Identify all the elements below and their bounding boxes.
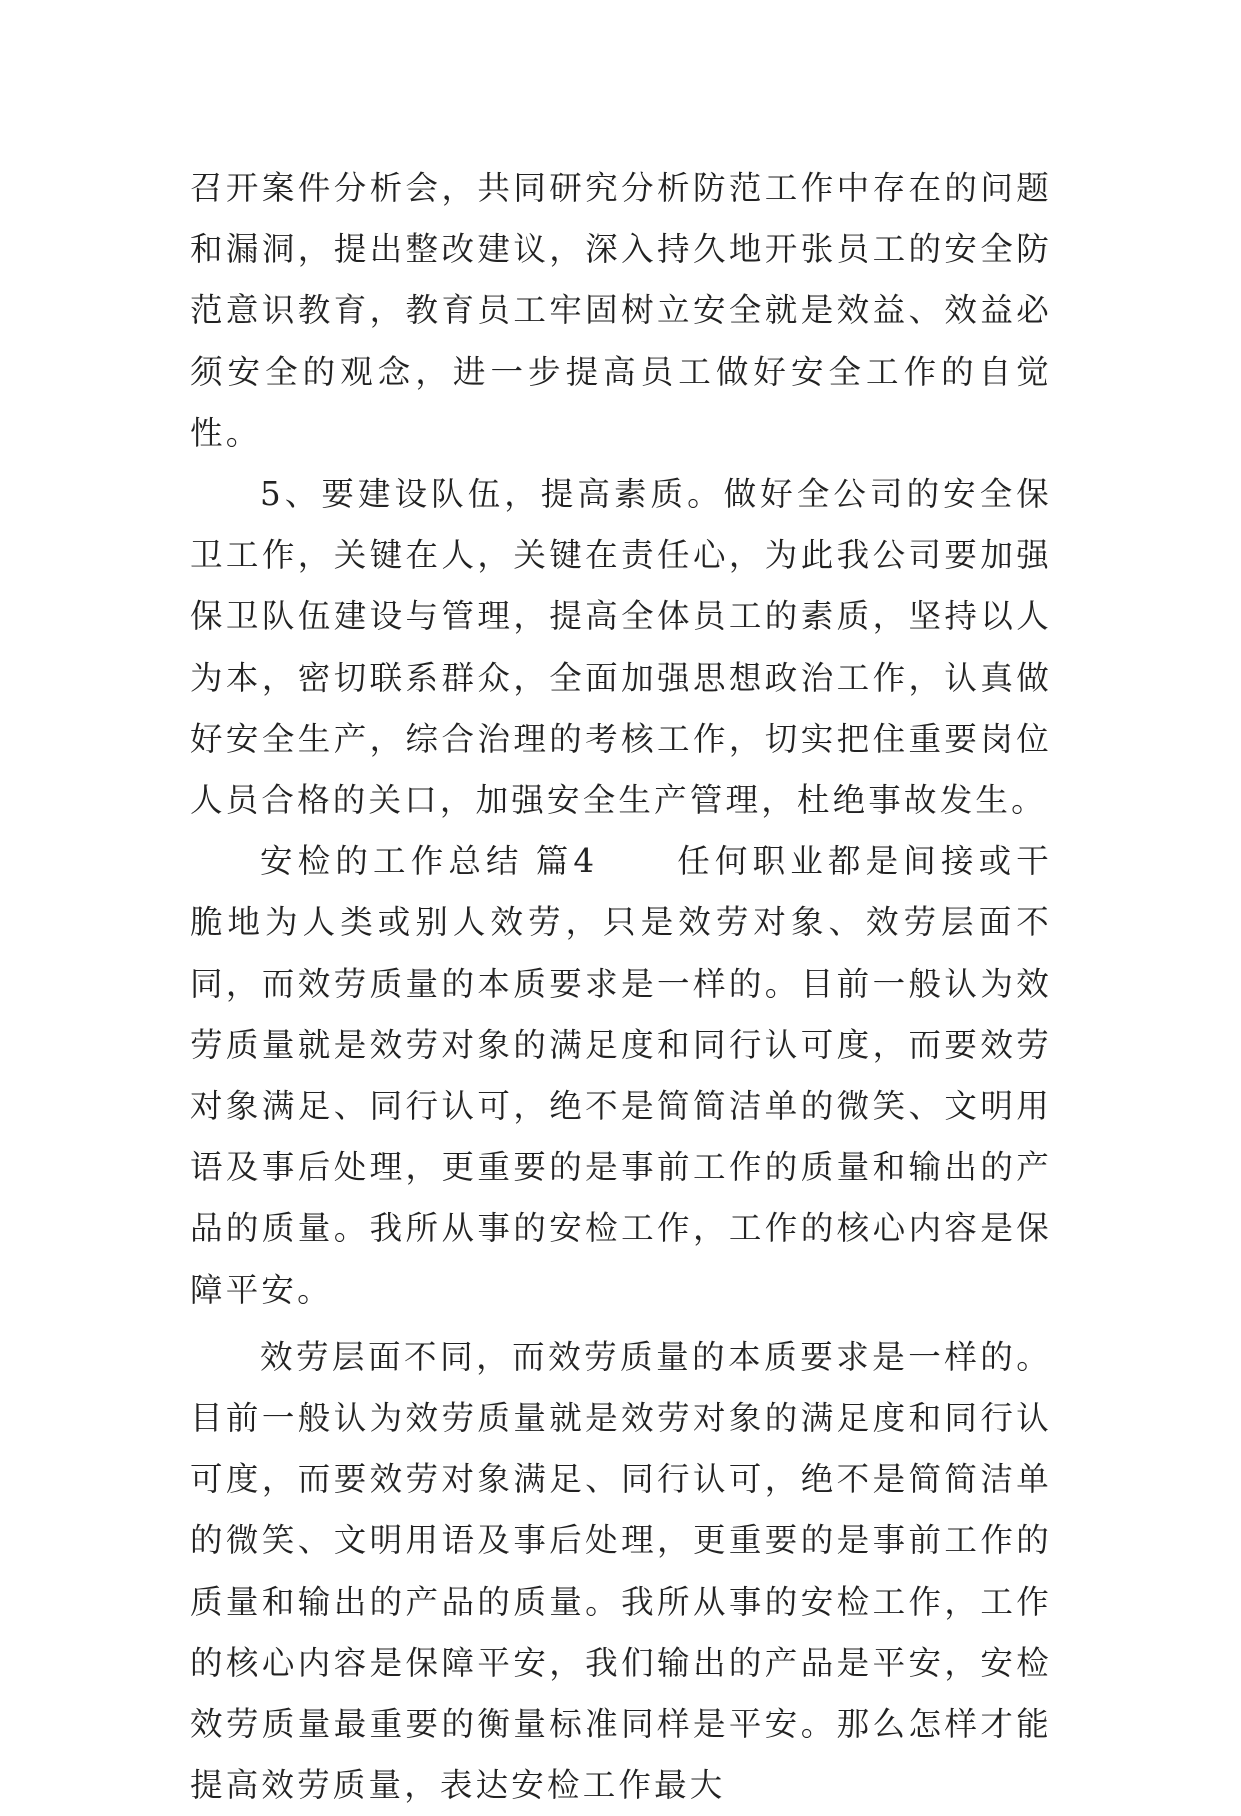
document-body (190, 158, 1052, 1816)
section-heading: 安检的工作总结 (260, 842, 524, 881)
paragraph-4: 效劳层面不同，而效劳质量的本质要求是一样的。目前一般认为效劳质量就是效劳对象的满足度和同行认可度，而要效劳对象满足、同行认可，绝不是简简洁单的微笑、文明用语及事后处理，更重要的是事前工作的质量和输出的产品的质量。我所从事的安检工作，工作的核心内容是保障平安，我们输出的产品是平安，安检效劳质量最重要的衡量标准同样是平安。那么怎样才能提高效劳质量，表达安检工作最大 (190, 1337, 1052, 1805)
paragraph-2: 5、要建设队伍，提高素质。做好全公司的安全保卫工作，关键在人，关键在责任心，为此我公司要加强保卫队伍建设与管理，提高全体员工的素质，坚持以人为本，密切联系群众，全面加强思想政治工作，认真做好安全生产，综合治理的考核工作，切实把住重要岗位人员合格的关口，加强安全生产管理，杜绝事故发生。 (190, 475, 1052, 820)
paragraph-1: 召开案件分析会，共同研究分析防范工作中存在的问题和漏洞，提出整改建议，深入持久地开张员工的安全防范意识教育，教育员工牢固树立安全就是效益、效益必须安全的观念，进一步提高员工做好安全工作的自觉性。 (190, 169, 1052, 452)
section-heading-number: 篇4 (535, 842, 598, 881)
paragraph-3 (190, 831, 1052, 1321)
paragraph-3-text: 任何职业都是间接或干脆地为人类或别人效劳，只是效劳对象、效劳层面不同，而效劳质量的本质要求是一样的。目前一般认为效劳质量就是效劳对象的满足度和同行认可度，而要效劳对象满足、同行认可，绝不是简简洁单的微笑、文明用语及事后处理，更重要的是事前工作的质量和输出的产品的质量。我所从事的安检工作，工作的核心内容是保障平安。 (190, 842, 1053, 1309)
